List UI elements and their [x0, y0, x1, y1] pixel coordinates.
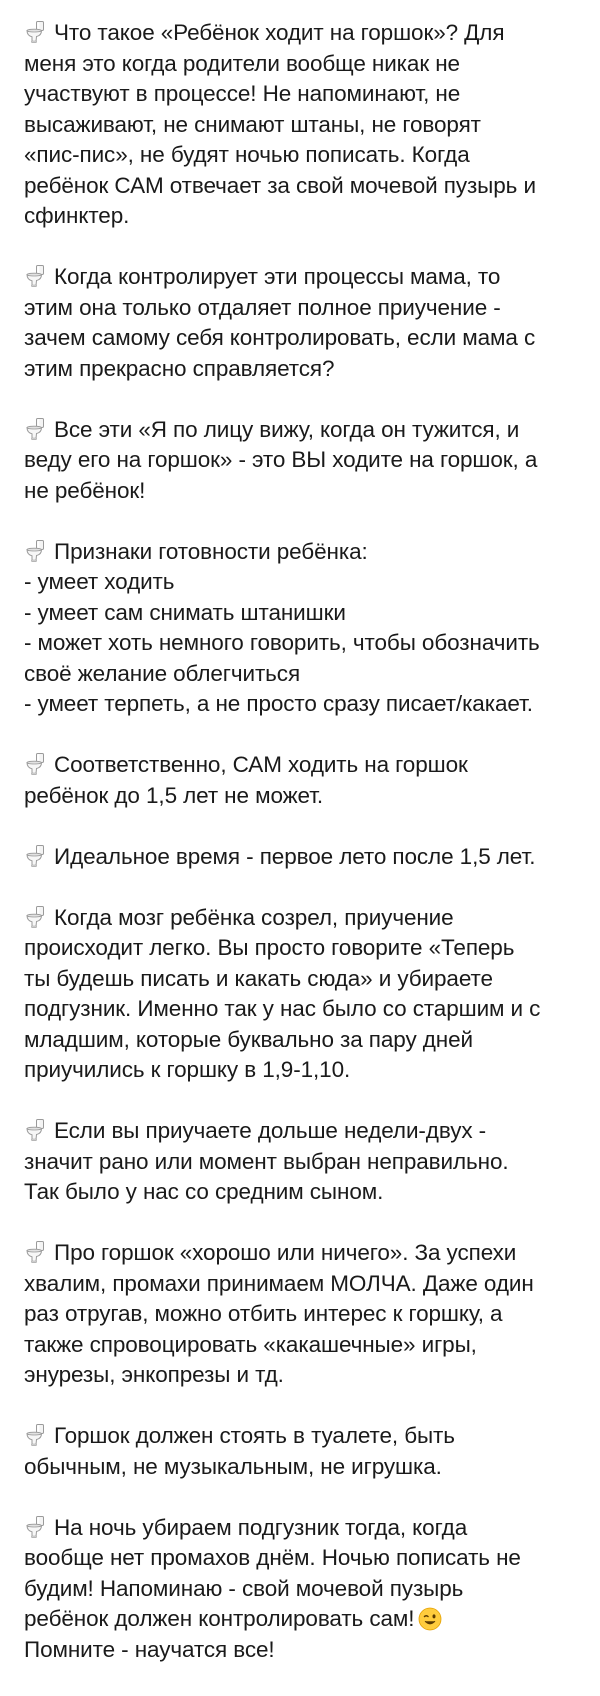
- text-line-content: Что такое «Ребёнок ходит на горшок»? Для: [54, 20, 505, 45]
- text-line-content: Когда мозг ребёнка созрел, приучение: [54, 904, 454, 930]
- text-line: [24, 323, 584, 354]
- text-line-content: Горшок должен стоять в туалете, быть: [54, 1423, 455, 1448]
- text-line: [24, 1604, 584, 1635]
- text-line-content: - может хоть немного говорить, чтобы обозначить: [24, 630, 540, 655]
- text-line: [24, 1360, 584, 1391]
- text-line: [24, 1177, 584, 1208]
- text-line-content: ребёнок САМ отвечает за свой мочевой пузырь и: [24, 172, 536, 198]
- text-line-content: веду его на горшок» - это ВЫ ходите на горшок, а: [24, 447, 538, 472]
- text-line-content: подгузник. Именно так у нас было со старшим и с: [24, 996, 541, 1021]
- text-line-content: сфинктер.: [24, 203, 130, 228]
- text-line: [24, 18, 584, 49]
- post-body: [24, 18, 584, 1665]
- text-line-content: Если вы приучаете дольше недели-двух -: [54, 1118, 487, 1143]
- text-line: [24, 445, 584, 476]
- text-line: [24, 567, 584, 598]
- paragraph: [24, 1116, 584, 1208]
- text-line: [24, 1269, 584, 1300]
- text-line: [24, 1299, 584, 1330]
- text-line: [24, 598, 584, 629]
- text-line: [24, 354, 584, 385]
- text-line: [24, 1421, 584, 1452]
- text-line-content: ребёнок должен контролировать сам!: [24, 1606, 415, 1631]
- toilet-icon: [24, 417, 48, 441]
- text-line-content: приучились к горшку в 1,9-1,10.: [24, 1057, 351, 1082]
- text-line-content: этим она только отдаляет полное приучение -: [24, 294, 501, 320]
- text-line-content: «пис-пис», не будят ночью пописать. Когда: [24, 142, 470, 167]
- text-line: [24, 1147, 584, 1178]
- text-line-content: Про горшок «хорошо или ничего». За успехи: [54, 1240, 517, 1265]
- text-line: [24, 933, 584, 964]
- text-line-content: зачем самому себя контролировать, если мама с: [24, 325, 536, 350]
- toilet-icon: [24, 1240, 48, 1264]
- text-line: [24, 750, 584, 781]
- text-line: [24, 49, 584, 80]
- text-line-content: Соответственно, САМ ходить на горшок: [54, 752, 468, 777]
- text-line: [24, 628, 584, 659]
- text-line: [24, 842, 584, 873]
- text-line-content: обычным, не музыкальным, не игрушка.: [24, 1453, 442, 1479]
- text-line: [24, 1452, 584, 1483]
- text-line: [24, 201, 584, 232]
- paragraph: [24, 415, 584, 507]
- paragraph: [24, 262, 584, 384]
- text-line-content: этим прекрасно справляется?: [24, 355, 335, 381]
- toilet-icon: [24, 844, 48, 868]
- text-line-content: участвуют в процессе! Не напоминают, не: [24, 81, 461, 106]
- text-line-content: Помните - научатся все!: [24, 1636, 275, 1662]
- paragraph: [24, 537, 584, 720]
- text-line: [24, 140, 584, 171]
- text-line-content: ты будешь писать и какать сюда» и убираете: [24, 965, 493, 991]
- text-line-content: значит рано или момент выбран неправильно.: [24, 1148, 509, 1174]
- toilet-icon: [24, 20, 48, 44]
- text-line-content: Все эти «Я по лицу вижу, когда он тужится, и: [54, 416, 520, 442]
- winking-face-emoji: [418, 1607, 442, 1631]
- text-line-content: происходит легко. Вы просто говорите «Теперь: [24, 935, 515, 960]
- text-line-content: своё желание облегчиться: [24, 660, 301, 686]
- text-line: [24, 79, 584, 110]
- paragraph: [24, 842, 584, 873]
- text-line-content: меня это когда родители вообще никак не: [24, 50, 460, 76]
- text-line-content: хвалим, промахи принимаем МОЛЧА. Даже один: [24, 1270, 534, 1296]
- text-line: [24, 293, 584, 324]
- toilet-icon: [24, 539, 48, 563]
- toilet-icon: [24, 264, 48, 288]
- text-line-content: вообще нет промахов днём. Ночью пописать не: [24, 1545, 521, 1570]
- text-line-content: также спровоцировать «какашечные» игры,: [24, 1331, 477, 1357]
- text-line: [24, 1635, 584, 1666]
- text-line: [24, 689, 584, 720]
- text-line: [24, 1055, 584, 1086]
- text-line-content: Признаки готовности ребёнка:: [54, 538, 368, 564]
- text-line: [24, 110, 584, 141]
- paragraph: [24, 18, 584, 232]
- text-line: [24, 415, 584, 446]
- text-line: [24, 1116, 584, 1147]
- toilet-icon: [24, 1118, 48, 1142]
- text-line-content: Идеальное время - первое лето после 1,5 лет.: [54, 843, 536, 869]
- paragraph: [24, 1513, 584, 1666]
- text-line: [24, 659, 584, 690]
- toilet-icon: [24, 1515, 48, 1539]
- text-line: [24, 537, 584, 568]
- text-line-content: не ребёнок!: [24, 477, 146, 503]
- toilet-icon: [24, 1423, 48, 1447]
- text-line-content: высаживают, не снимают штаны, не говорят: [24, 111, 481, 137]
- text-line-content: - умеет терпеть, а не просто сразу писает/какает.: [24, 691, 533, 716]
- text-line: [24, 262, 584, 293]
- text-line-content: младшим, которые буквально за пару дней: [24, 1026, 473, 1052]
- text-line: [24, 781, 584, 812]
- text-line: [24, 1330, 584, 1361]
- toilet-icon: [24, 752, 48, 776]
- text-line: [24, 1543, 584, 1574]
- text-line-content: энурезы, энкопрезы и тд.: [24, 1362, 284, 1387]
- paragraph: [24, 1421, 584, 1482]
- text-line: [24, 171, 584, 202]
- text-line: [24, 476, 584, 507]
- text-line-content: будим! Напоминаю - свой мочевой пузырь: [24, 1575, 464, 1601]
- text-line-content: - умеет ходить: [24, 569, 175, 594]
- paragraph: [24, 750, 584, 811]
- text-line: [24, 1513, 584, 1544]
- text-line: [24, 994, 584, 1025]
- text-line: [24, 1238, 584, 1269]
- text-line: [24, 1574, 584, 1605]
- text-line-content: Так было у нас со средним сыном.: [24, 1179, 384, 1204]
- text-line: [24, 964, 584, 995]
- paragraph: [24, 1238, 584, 1391]
- text-line-content: На ночь убираем подгузник тогда, когда: [54, 1514, 468, 1540]
- text-line-content: ребёнок до 1,5 лет не может.: [24, 782, 324, 808]
- text-line-content: - умеет сам снимать штанишки: [24, 599, 346, 625]
- text-line: [24, 1025, 584, 1056]
- text-line-content: Когда контролирует эти процессы мама, то: [54, 264, 501, 289]
- text-line: [24, 903, 584, 934]
- toilet-icon: [24, 905, 48, 929]
- paragraph: [24, 903, 584, 1086]
- text-line-content: раз отругав, можно отбить интерес к горшку, а: [24, 1301, 503, 1326]
